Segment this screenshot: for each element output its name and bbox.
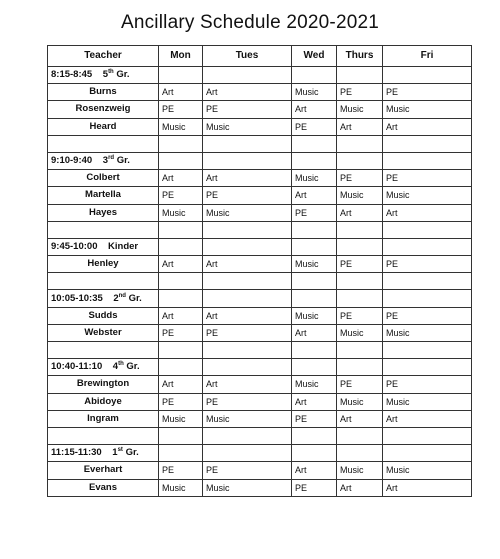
empty-cell xyxy=(383,273,472,290)
cell-tues: Art xyxy=(203,256,292,273)
group-grade-ordinal: nd xyxy=(118,292,126,299)
table-row xyxy=(48,256,472,273)
cell-fri: Music xyxy=(383,324,472,341)
cell-wed: Music xyxy=(292,376,337,393)
teacher-name: Colbert xyxy=(48,170,159,187)
group-header-row xyxy=(48,67,472,84)
group-time-label xyxy=(48,359,159,376)
group-grade-ordinal: st xyxy=(117,447,123,454)
group-header-row xyxy=(48,445,472,462)
group-grade: 1 xyxy=(112,447,118,459)
group-time: 8:15-8:45 xyxy=(51,69,93,81)
column-header-thurs: Thurs xyxy=(337,46,383,67)
empty-cell xyxy=(292,359,337,376)
cell-wed: PE xyxy=(292,204,337,221)
group-grade-suffix: Gr. xyxy=(128,292,142,304)
cell-fri: PE xyxy=(383,376,472,393)
teacher-name: Burns xyxy=(48,84,159,101)
group-time: 9:45-10:00 xyxy=(51,240,98,252)
empty-cell xyxy=(203,359,292,376)
empty-cell xyxy=(48,221,159,238)
teacher-name: Henley xyxy=(48,256,159,273)
empty-cell xyxy=(383,135,472,152)
empty-cell xyxy=(48,273,159,290)
cell-thurs: PE xyxy=(337,256,383,273)
cell-tues: Art xyxy=(203,170,292,187)
empty-cell xyxy=(337,273,383,290)
teacher-name: Rosenzweig xyxy=(48,101,159,118)
schedule-body xyxy=(48,67,472,497)
empty-cell xyxy=(292,67,337,84)
empty-cell xyxy=(159,445,203,462)
group-grade: 3 xyxy=(102,155,109,167)
empty-cell xyxy=(292,135,337,152)
empty-cell xyxy=(292,427,337,444)
table-row xyxy=(48,118,472,135)
empty-cell xyxy=(337,221,383,238)
empty-cell xyxy=(383,359,472,376)
table-row xyxy=(48,479,472,496)
document-title: Ancillary Schedule 2020-2021 xyxy=(120,12,380,33)
cell-thurs: Music xyxy=(337,324,383,341)
cell-thurs: Art xyxy=(337,204,383,221)
group-time-label xyxy=(48,152,159,169)
cell-mon: Art xyxy=(159,256,203,273)
cell-fri: Art xyxy=(383,410,472,427)
cell-tues: PE xyxy=(203,324,292,341)
cell-thurs: PE xyxy=(337,84,383,101)
group-time: 10:05-10:35 xyxy=(51,292,103,304)
cell-wed: Music xyxy=(292,256,337,273)
empty-cell xyxy=(292,445,337,462)
empty-cell xyxy=(159,427,203,444)
empty-cell xyxy=(159,221,203,238)
empty-cell xyxy=(292,342,337,359)
cell-tues: Music xyxy=(203,410,292,427)
empty-cell xyxy=(159,135,203,152)
teacher-name: Sudds xyxy=(48,307,159,324)
empty-cell xyxy=(383,427,472,444)
column-header-mon: Mon xyxy=(159,46,203,67)
teacher-name: Ingram xyxy=(48,410,159,427)
blank-row xyxy=(48,221,472,238)
table-row xyxy=(48,204,472,221)
empty-cell xyxy=(48,342,159,359)
cell-wed: Music xyxy=(292,307,337,324)
cell-tues: PE xyxy=(203,462,292,479)
cell-thurs: Music xyxy=(337,101,383,118)
cell-thurs: Art xyxy=(337,479,383,496)
cell-thurs: PE xyxy=(337,170,383,187)
blank-row xyxy=(48,273,472,290)
cell-wed: PE xyxy=(292,479,337,496)
empty-cell xyxy=(203,238,292,255)
cell-fri: Music xyxy=(383,393,472,410)
teacher-name: Abidoye xyxy=(48,393,159,410)
empty-cell xyxy=(159,67,203,84)
table-row xyxy=(48,393,472,410)
group-header-row xyxy=(48,238,472,255)
cell-fri: Music xyxy=(383,462,472,479)
cell-thurs: Art xyxy=(337,410,383,427)
group-time-label xyxy=(48,67,159,84)
column-header-teacher: Teacher xyxy=(48,46,159,67)
group-grade: Kinder xyxy=(108,240,139,252)
group-grade-suffix: Gr. xyxy=(125,447,139,459)
cell-mon: Music xyxy=(159,118,203,135)
cell-fri: Art xyxy=(383,479,472,496)
cell-mon: Music xyxy=(159,204,203,221)
empty-cell xyxy=(337,238,383,255)
empty-cell xyxy=(203,152,292,169)
table-row xyxy=(48,324,472,341)
cell-fri: Art xyxy=(383,118,472,135)
empty-cell xyxy=(159,359,203,376)
table-row xyxy=(48,187,472,204)
empty-cell xyxy=(383,221,472,238)
cell-tues: PE xyxy=(203,187,292,204)
empty-cell xyxy=(383,238,472,255)
group-grade: 2 xyxy=(113,292,119,304)
group-header-row xyxy=(48,152,472,169)
group-grade-ordinal: rd xyxy=(108,154,115,161)
group-header-row xyxy=(48,290,472,307)
teacher-name: Martella xyxy=(48,187,159,204)
column-header-tues: Tues xyxy=(203,46,292,67)
group-grade-ordinal: th xyxy=(108,68,114,75)
teacher-name: Everhart xyxy=(48,462,159,479)
empty-cell xyxy=(337,67,383,84)
cell-tues: Art xyxy=(203,376,292,393)
cell-tues: Art xyxy=(203,307,292,324)
cell-mon: PE xyxy=(159,101,203,118)
cell-thurs: Music xyxy=(337,187,383,204)
blank-row xyxy=(48,135,472,152)
cell-mon: Art xyxy=(159,376,203,393)
empty-cell xyxy=(159,290,203,307)
cell-tues: PE xyxy=(203,101,292,118)
cell-fri: Art xyxy=(383,204,472,221)
empty-cell xyxy=(383,445,472,462)
group-time: 11:15-11:30 xyxy=(51,447,102,459)
cell-tues: Music xyxy=(203,118,292,135)
empty-cell xyxy=(337,152,383,169)
empty-cell xyxy=(159,273,203,290)
empty-cell xyxy=(203,290,292,307)
cell-wed: Art xyxy=(292,462,337,479)
empty-cell xyxy=(159,152,203,169)
header-row xyxy=(48,46,472,67)
group-grade-suffix: Gr. xyxy=(126,361,140,373)
cell-wed: Art xyxy=(292,393,337,410)
group-time: 9:10-9:40 xyxy=(51,155,93,167)
cell-mon: PE xyxy=(159,187,203,204)
empty-cell xyxy=(292,221,337,238)
empty-cell xyxy=(203,273,292,290)
cell-fri: Music xyxy=(383,101,472,118)
cell-mon: PE xyxy=(159,393,203,410)
group-grade-ordinal: th xyxy=(118,361,124,368)
table-row xyxy=(48,84,472,101)
cell-tues: Music xyxy=(203,479,292,496)
table-row xyxy=(48,101,472,118)
empty-cell xyxy=(337,342,383,359)
cell-wed: PE xyxy=(292,118,337,135)
cell-fri: PE xyxy=(383,307,472,324)
cell-thurs: PE xyxy=(337,376,383,393)
empty-cell xyxy=(48,135,159,152)
empty-cell xyxy=(337,445,383,462)
cell-mon: Art xyxy=(159,84,203,101)
teacher-name: Heard xyxy=(48,118,159,135)
cell-fri: PE xyxy=(383,256,472,273)
group-grade-suffix: Gr. xyxy=(116,69,130,81)
group-time-label xyxy=(48,290,159,307)
cell-wed: PE xyxy=(292,410,337,427)
empty-cell xyxy=(203,67,292,84)
group-time-label xyxy=(48,238,159,255)
cell-mon: Music xyxy=(159,479,203,496)
empty-cell xyxy=(48,427,159,444)
table-row xyxy=(48,307,472,324)
cell-tues: Music xyxy=(203,204,292,221)
group-grade: 4 xyxy=(112,361,119,373)
cell-mon: PE xyxy=(159,324,203,341)
group-time: 10:40-11:10 xyxy=(51,361,103,373)
empty-cell xyxy=(159,238,203,255)
schedule-table xyxy=(47,45,472,497)
teacher-name: Evans xyxy=(48,479,159,496)
group-grade-suffix: Gr. xyxy=(116,155,130,167)
cell-mon: PE xyxy=(159,462,203,479)
blank-row xyxy=(48,342,472,359)
teacher-name: Webster xyxy=(48,324,159,341)
empty-cell xyxy=(292,238,337,255)
column-header-fri: Fri xyxy=(383,46,472,67)
column-header-wed: Wed xyxy=(292,46,337,67)
cell-fri: Music xyxy=(383,187,472,204)
teacher-name: Hayes xyxy=(48,204,159,221)
group-header-row xyxy=(48,359,472,376)
cell-tues: PE xyxy=(203,393,292,410)
cell-mon: Art xyxy=(159,307,203,324)
empty-cell xyxy=(383,152,472,169)
empty-cell xyxy=(203,427,292,444)
empty-cell xyxy=(203,221,292,238)
cell-thurs: Art xyxy=(337,118,383,135)
empty-cell xyxy=(292,290,337,307)
cell-wed: Art xyxy=(292,101,337,118)
cell-mon: Art xyxy=(159,170,203,187)
empty-cell xyxy=(203,445,292,462)
cell-thurs: PE xyxy=(337,307,383,324)
empty-cell xyxy=(337,135,383,152)
empty-cell xyxy=(337,290,383,307)
empty-cell xyxy=(203,135,292,152)
table-row xyxy=(48,376,472,393)
cell-thurs: Music xyxy=(337,462,383,479)
empty-cell xyxy=(337,359,383,376)
group-time-label xyxy=(48,445,159,462)
cell-wed: Music xyxy=(292,170,337,187)
empty-cell xyxy=(383,342,472,359)
cell-wed: Art xyxy=(292,187,337,204)
table-row xyxy=(48,410,472,427)
table-row xyxy=(48,170,472,187)
table-row xyxy=(48,462,472,479)
empty-cell xyxy=(203,342,292,359)
group-grade: 5 xyxy=(102,69,109,81)
cell-thurs: Music xyxy=(337,393,383,410)
empty-cell xyxy=(337,427,383,444)
empty-cell xyxy=(292,152,337,169)
empty-cell xyxy=(292,273,337,290)
cell-wed: Art xyxy=(292,324,337,341)
cell-tues: Art xyxy=(203,84,292,101)
empty-cell xyxy=(159,342,203,359)
empty-cell xyxy=(383,67,472,84)
cell-fri: PE xyxy=(383,84,472,101)
cell-fri: PE xyxy=(383,170,472,187)
cell-mon: Music xyxy=(159,410,203,427)
empty-cell xyxy=(383,290,472,307)
blank-row xyxy=(48,427,472,444)
cell-wed: Music xyxy=(292,84,337,101)
teacher-name: Brewington xyxy=(48,376,159,393)
